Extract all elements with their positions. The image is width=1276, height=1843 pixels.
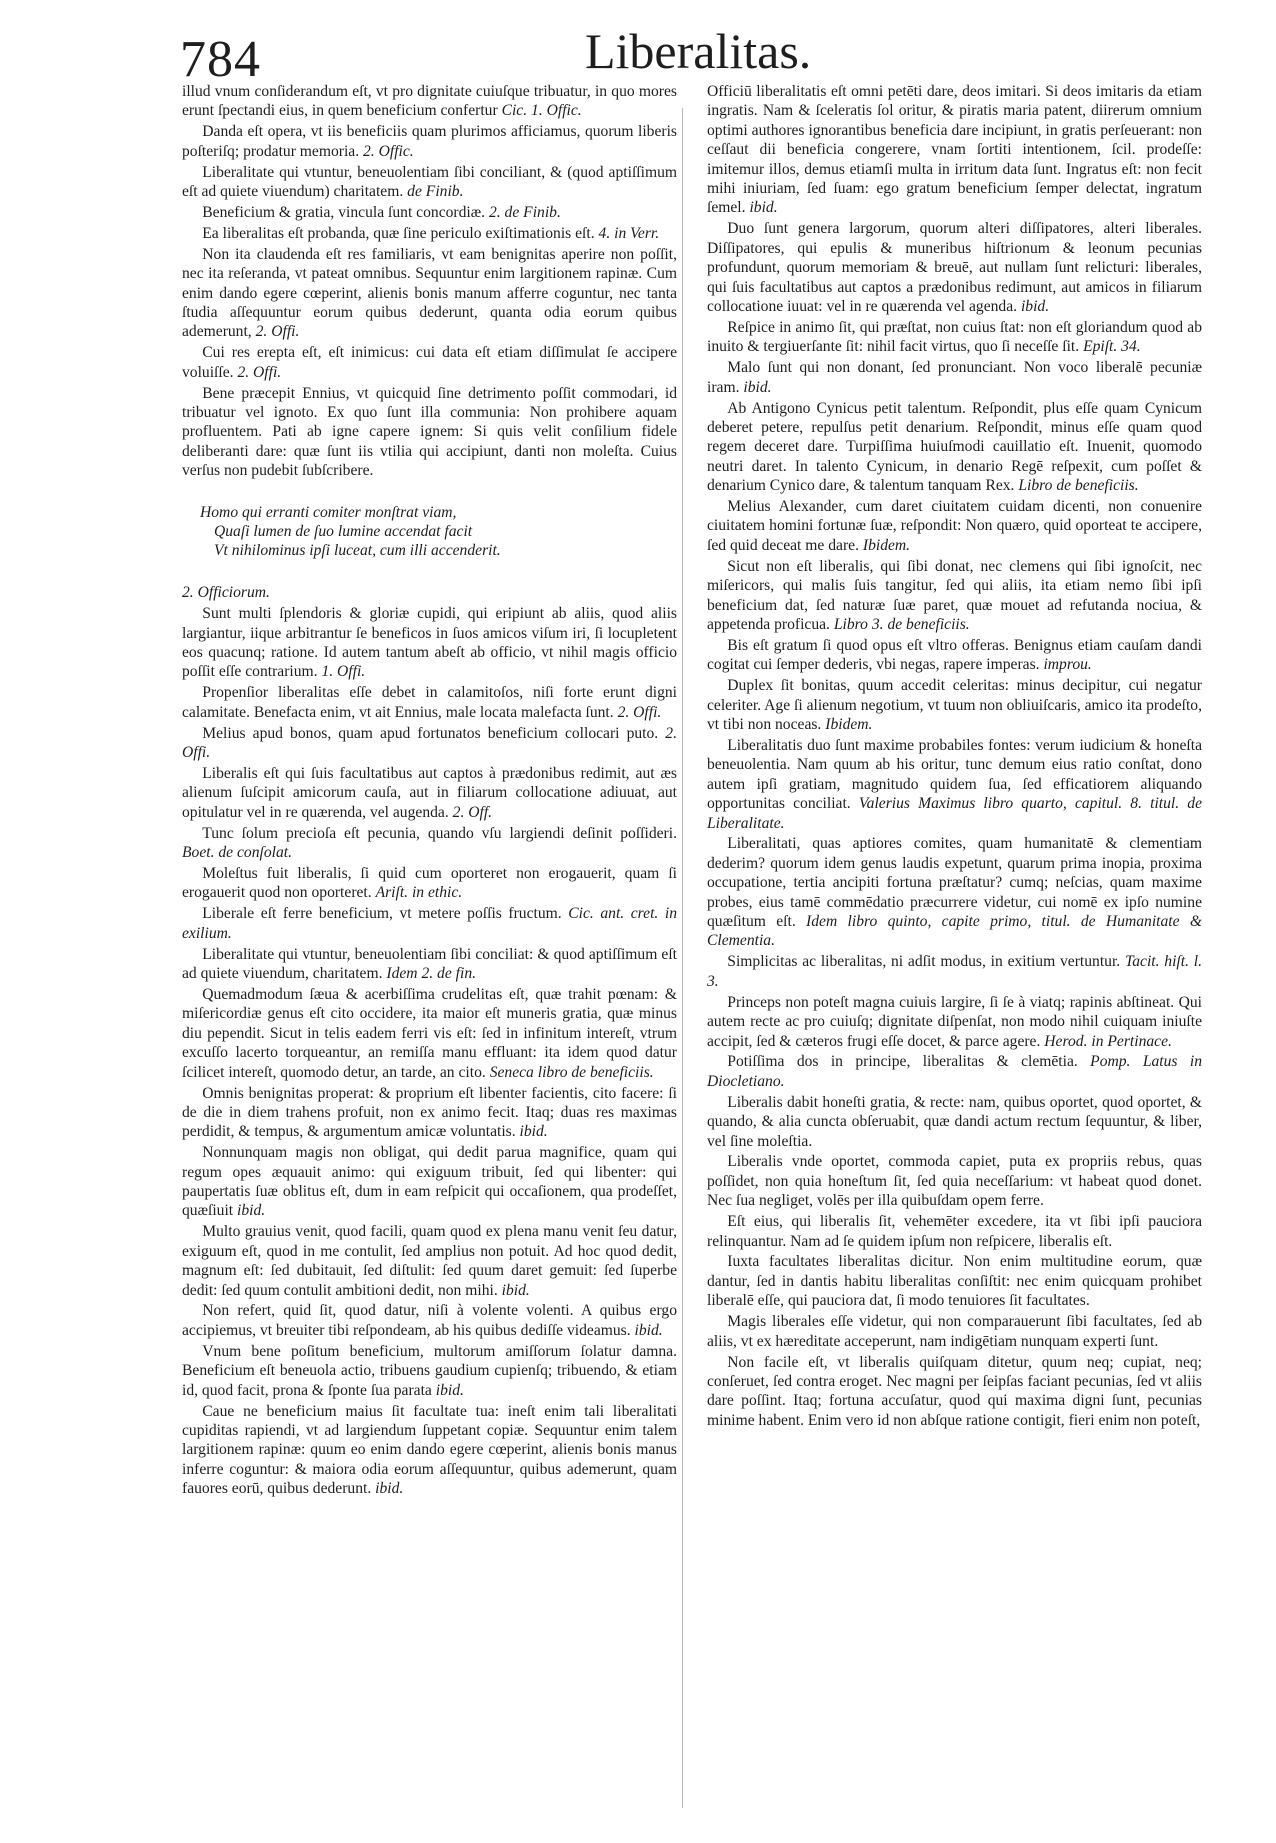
quotation-entry: [182, 985, 677, 1082]
quotation-entry: [707, 399, 1202, 496]
left-column: [182, 82, 677, 1500]
quotation-text: Vnum bene poſitum beneficium, multorum amiſſorum ſolatur damna. Beneficium eſt beneuola actio, tribuens gaudium cupienſq; tribuendo, & etiam id, quod facit, prona & ſponte ſua parata: [182, 1342, 677, 1399]
quotation-entry: [707, 952, 1202, 991]
source-reference: 2. Offic.: [363, 142, 414, 160]
quotation-text: Duo ſunt genera largorum, quorum alteri diſſipatores, alteri liberales. Diſſipatores, qui epulis & muneribus hiſtrionum & leonum pecunias profundunt, quorum memoriam & breuē, aut nullam ſunt relicturi: liberales, qui ſuis facultatibus aut captos a prædonibus redimunt, aut amicos in filiarum collocatione iuuat: vel in re quærenda vel agenda.: [707, 220, 1202, 315]
page-number: 784: [180, 31, 261, 88]
verse-line: Quaſi lumen de ſuo lumine accendat facit: [214, 523, 473, 541]
quotation-text: Sunt multi ſplendoris & gloriæ cupidi, qui eripiunt ab aliis, quod aliis largiantur, iique arbitrantur ſe beneficos in ſuos amicos viſum iri, ſi locupletent eos quacunq; ratione. Id autem tantum abeſt ab officio, vt nihil magis officio poſſit eſſe contrarium.: [182, 605, 677, 681]
verse-source: 2. Officiorum.: [182, 583, 270, 601]
quotation-entry: [707, 1212, 1202, 1251]
quotation-entry: [707, 1353, 1202, 1431]
left-column-entries-continued: [182, 604, 677, 1498]
source-reference: Cic. ant. cret. in exilium.: [182, 905, 678, 942]
source-reference: Epiſt. 34.: [1083, 338, 1141, 356]
source-reference: 2. Offi.: [182, 724, 677, 762]
quotation-entry: [182, 1084, 677, 1142]
quotation-entry: [182, 1222, 677, 1300]
source-reference: ibid.: [634, 1321, 663, 1339]
quotation-entry: [707, 676, 1202, 734]
quotation-text: Bis eſt gratum ſi quod opus eſt vltro offeras. Benignus etiam cauſam dandi cogitat cui ſemper dederis, vbi negas, rapere imperas.: [707, 636, 1202, 674]
quotation-entry: [182, 904, 677, 943]
quotation-text: illud vnum conſiderandum eſt, vt pro dignitate cuiuſque tribuatur, in quo mores erunt ſpectandi eius, in quem beneficium confertur: [182, 83, 677, 120]
quotation-entry: [707, 1052, 1202, 1091]
quotation-text: Duplex ſit bonitas, quum accedit celeritas: minus decipitur, cui negatur celeriter. Age ſi alienum negotium, vt tuum non obliuiſcaris, amico ita prodeſto, vt tibi non noceas.: [707, 677, 1202, 733]
source-reference: Ibidem.: [862, 536, 911, 554]
quotation-text: Liberalitati, quas aptiores comites, quam humanitatē & clementiam dederim? quorum idem genus laudis expetunt, quarum prima inopia, proxima occupatione, tertia ancipiti fortuna præſtatur? cumq; neſcias, quam maxime probes, eius tamē commēdatio præcurrere videtur, cui nomē ex ipſo numine quæſitum eſt.: [707, 835, 1202, 931]
quotation-text: Potiſſima dos in principe, liberalitas & clemētia.: [727, 1053, 1078, 1071]
source-reference: 2. Off.: [452, 803, 493, 821]
source-reference: Ibidem.: [825, 716, 873, 733]
source-reference: 2. Offi.: [617, 703, 662, 721]
source-reference: Seneca libro de beneficiis.: [489, 1063, 654, 1081]
quotation-text: Magis liberales eſſe videtur, qui non comparauerunt ſibi facultates, ſed ab aliis, vt ex hæreditate acceperunt, nam indigētiam nunquam experti ſunt.: [707, 1313, 1202, 1350]
quotation-text: Sicut non eſt liberalis, qui ſibi donat, nec clemens qui ſibi ignoſcit, nec miſericors, qui malis ſuis tangitur, ſed qui aliis, ita etiam nemo ſibi ipſi beneficium dat, ſed naturæ ſuæ paret, quæ mouet ad refutanda nociua, & appetenda proficua.: [707, 557, 1202, 633]
source-reference: Herod. in Pertinace.: [1044, 1032, 1172, 1050]
quotation-entry: [182, 384, 677, 481]
source-reference: ibid.: [375, 1480, 404, 1498]
quotation-entry: [182, 604, 677, 682]
quotation-entry: [707, 736, 1202, 833]
verse-line: Vt nihilominus ipſi luceat, cum illi accenderit.: [214, 542, 501, 560]
source-reference: Idem libro quinto, capite primo, titul. de Humanitate & Clementia.: [707, 913, 1202, 950]
quotation-text: Bene præcepit Ennius, vt quicquid ſine detrimento poſſit commodari, id tribuatur vel ignoto. Ex quo ſunt illa communia: Non prohibere aquam profluentem. Pati ab igne capere ignem: Si quis velit conſilium fidele deliberanti dare: quæ ſunt iis vtilia qui accipiunt, danti non moleſta. Cuius verſus non pudebit ſubſcribere.: [182, 384, 677, 480]
quotation-entry: [182, 224, 677, 243]
quotation-entry: [182, 724, 677, 763]
quotation-text: Omnis benignitas properat: & proprium eſt libenter facientis, cito facere: ſi de die in diem trahens profuit, non ex animo fecit. Itaq; duas res maximas perdidit, & tempus, & argumentum amicæ voluntatis.: [182, 1084, 677, 1141]
right-column: [707, 82, 1202, 1432]
quotation-text: Ab Antigono Cynicus petit talentum. Reſpondit, plus eſſe quam Cynicum deberet petere, repulſus petit denarium. Reſpondit, minus eſſe quam quod regem deceret dare. Turpiſſima huiuſmodi cauillatio eſt. Inuenit, quomodo neutri daret. In talento Cynicum, in denario Regē reſpexit, cum poſſet & denarium Cynico dare, & talentum tanquam Rex.: [707, 399, 1202, 495]
source-reference: improu.: [1043, 656, 1092, 674]
quotation-entry: [182, 1143, 677, 1221]
source-reference: Idem 2. de fin.: [386, 965, 477, 983]
quotation-entry: [182, 245, 677, 342]
right-column-entries: [707, 82, 1202, 1430]
quotation-entry: [707, 318, 1202, 357]
source-reference: Libro 3. de beneficiis.: [833, 615, 970, 633]
quotation-text: Nonnunquam magis non obligat, qui dedit parua magnifice, quam qui regum opes æquauit animo: qui exiguum tribuit, ſed qui libenter: qui paupertatis ſuæ oblitus eſt, dum in eam reſpicit qui occaſionem, qua prodeſſet, quæſiuit: [182, 1144, 677, 1220]
verse-line: Homo qui erranti comiter monſtrat viam,: [200, 503, 457, 521]
quotation-text: Caue ne beneficium maius ſit facultate tua: ineſt enim tali liberalitati cupiditas rapiendi, vt ad largiendum ſuppetant copiæ. Sequuntur enim talem largitionem rapinæ: quum eo enim dando egere cœperint, alienis bonis manus inferre coguntur: & maiora odia eorum aſſequuntur, quibus ademerunt, quam fauores eorū, quibus dederunt.: [182, 1402, 677, 1498]
source-reference: 2. Offi.: [237, 363, 282, 381]
source-reference: ibid.: [237, 1202, 266, 1220]
source-reference: Libro de beneficiis.: [1018, 477, 1139, 495]
quotation-entry: [182, 82, 677, 121]
quotation-entry: [182, 1301, 677, 1340]
quotation-text: Multo grauius venit, quod facili, quam quod ex plena manu venit ſeu datur, exiguum eſt, quod in me contulit, ſed amplius non potuit. Ad hoc quod dedit, magnum eſt: ſed dubitauit, ſed diſtulit: ſed quum daret gemuit: ſed ſuperbe dedit: ſed quum contulit ambitioni dedit, non mihi.: [182, 1223, 677, 1299]
source-reference: Ariſt. in ethic.: [375, 884, 463, 902]
quotation-text: Non facile eſt, vt liberalis quiſquam ditetur, quum neq; cupiat, neq; conſeruet, ſed contra eroget. Nec magni per ſeipſas faciant pecunias, ſed vt aliis dare poſſint. Itaq; fortuna accuſatur, quod qui maxima digni ſunt, pecunias minime habent. Enim vero id non abſque ratione contigit, fieri enim non poteſt,: [707, 1353, 1202, 1429]
quotation-entry: [707, 1093, 1202, 1151]
quotation-entry: [707, 993, 1202, 1051]
page-header: [0, 0, 1276, 88]
quotation-text: Melius apud bonos, quam apud fortunatos beneficium collocari puto.: [202, 724, 659, 742]
quotation-text: Non ita claudenda eſt res familiaris, vt eam benignitas aperire non poſſit, nec ita reſeranda, vt pateat omnibus. Sequuntur enim largitionem rapinæ. Cum enim dando egere cœperint, alienis bonis manum afferre coguntur, nec tanta ſtudia aſſequuntur eorum quibus dederunt, quanta odia eorum quibus ademerunt,: [182, 245, 677, 341]
quotation-entry: [182, 1342, 677, 1400]
quotation-text: Liberalitatis duo ſunt maxime probabiles fontes: verum iudicium & honeſta beneuolentia. Nam quum ab his oritur, tunc demum eius ratio conſtat, dono autem ipſi gratiam, magnitudo quidem ſua, ſed efficatiorem aliquando opportunitas conciliat.: [707, 736, 1202, 813]
quotation-text: Melius Alexander, cum daret ciuitatem cuidam dicenti, non conuenire ciuitatem homini fortunæ ſuæ, reſpondit: Non quæro, quid oporteat te accipere, ſed quid deceat me dare.: [707, 498, 1202, 554]
quotation-text: Liberale eſt ferre beneficium, vt metere poſſis fructum.: [202, 905, 562, 923]
source-reference: Valerius Maximus libro quarto, capitul. 8. titul. de Liberalitate.: [707, 795, 1203, 832]
source-reference: 2. de Finib.: [488, 203, 561, 221]
quotation-text: Liberalis dabit honeſti gratia, & recte: nam, quibus oportet, quod oportet, & quando, & alia cuncta obſeruabit, quæ dandi actum rectum ſequuntur, & liber, vel ſine moleſtia.: [707, 1093, 1202, 1150]
left-column-entries: [182, 82, 677, 481]
quotation-entry: [182, 343, 677, 382]
source-reference: de Finib.: [407, 183, 464, 201]
quotation-entry: [707, 636, 1202, 675]
quotation-text: Quemadmodum ſæua & acerbiſſima crudelitas eſt, quæ trahit pœnam: & miſericordiæ genus eſt cito occidere, ita maior eſt muneris gratia, quæ minus diu pependit. Sicut in telis eadem ferri vis eſt: ſed in infinitum intereſt, vtrum excuſſo lacerto torqueantur, an remiſſa manu effluant: ita idem quod datur ſcilicet intereſt, quomodo detur, an tarde, an cito.: [182, 985, 677, 1081]
quotation-text: Ea liberalitas eſt probanda, quæ ſine periculo exiſtimationis eſt.: [202, 224, 595, 242]
quotation-entry: [182, 864, 677, 903]
quotation-text: Reſpice in animo ſit, qui præſtat, non cuius ſtat: non eſt gloriandum quod ab inuito & tergiuerſante ſit: nihil facit virtus, quo ſi neceſſe ſit.: [707, 318, 1202, 356]
quotation-entry: [182, 945, 677, 984]
quotation-text: Non refert, quid ſit, quod datur, niſi à volente volenti. A quibus ergo accipiemus, vt breuiter tibi reſpondeam, ab his quibus dediſſe videamus.: [182, 1302, 677, 1339]
quotation-entry: [182, 122, 677, 161]
quotation-text: Beneficium & gratia, vincula ſunt concordiæ.: [202, 203, 486, 221]
quotation-text: Simplicitas ac liberalitas, ni adſit modus, in exitium vertuntur.: [727, 953, 1121, 971]
quotation-text: Liberalis vnde oportet, commoda capiet, puta ex propriis rebus, quas poſſidet, non quia honeſtum ſit, ſed quia neceſſarium: vt habeat quod donet. Nec ſua negliget, volēs per illa quibuſdam opem ferre.: [707, 1153, 1202, 1210]
quotation-text: Liberalitate qui vtuntur, beneuolentiam ſibi conciliat: & quod aptiſſimum eſt ad quiete viuendum, charitatem.: [182, 945, 677, 983]
source-reference: 4. in Verr.: [598, 224, 660, 242]
source-reference: 2. Offi.: [255, 323, 300, 341]
quotation-entry: [182, 203, 677, 222]
quotation-text: Propenſior liberalitas eſſe debet in calamitoſos, niſi forte erunt digni calamitate. Benefacta enim, vt ait Ennius, male locata malefacta ſunt.: [182, 684, 677, 721]
quotation-text: Malo ſunt qui non donant, ſed pronunciant. Non voco liberalē pecuniæ iram.: [707, 359, 1202, 396]
quotation-entry: [707, 82, 1202, 218]
quotation-text: Danda eſt opera, vt iis beneficiis quam plurimos afficiamus, quorum liberis poſteriſq; prodatur memoria.: [182, 123, 677, 160]
quotation-text: Princeps non poteſt magna cuiuis largire, ſi ſe à viatq; rapinis abſtineat. Qui autem recte ac pro cuiuſq; dignitate diſpenſat, non modo nihil cuiquam iniuſte accipit, ſed & cæteros frugi eſſe docet, & parce agere.: [707, 993, 1202, 1050]
quotation-text: Moleſtus fuit liberalis, ſi quid cum oporteret non erogauerit, quam ſi erogauerit quod non oporteret.: [182, 865, 677, 902]
quotation-text: Liberalis eſt qui ſuis facultatibus aut captos à prædonibus redimit, aut æs alienum ſuſcipit amicorum cauſa, aut in filiarum collocatione adiuuat, aut opitulatur vel in re quærenda, vel augenda.: [182, 765, 677, 821]
quotation-text: Liberalitate qui vtuntur, beneuolentiam ſibi conciliant, & (quod aptiſſimum eſt ad quiete viuendum) charitatem.: [182, 163, 677, 201]
quotation-entry: [182, 683, 677, 722]
quotation-entry: [182, 1402, 677, 1499]
quotation-entry: [182, 163, 677, 202]
source-reference: ibid.: [435, 1381, 464, 1399]
quotation-entry: [707, 497, 1202, 555]
quotation-entry: [707, 1252, 1202, 1310]
column-divider: [682, 108, 683, 1808]
quotation-entry: [182, 824, 677, 863]
quotation-entry: [707, 557, 1202, 635]
source-reference: Cic. 1. Offic.: [501, 102, 582, 120]
quotation-entry: [707, 219, 1202, 316]
source-reference: Boet. de conſolat.: [182, 844, 292, 862]
quotation-entry: [707, 1152, 1202, 1210]
quotation-text: Eſt eius, qui liberalis ſit, vehemēter excedere, ita vt ſibi ipſi pauciora relinquantur. Nam ad ſe quidem ipſum non reſpicere, liberalis eſt.: [707, 1213, 1202, 1250]
source-reference: ibid.: [743, 378, 772, 396]
quotation-entry: [182, 764, 677, 822]
source-reference: ibid.: [1020, 297, 1050, 315]
quotation-entry: [707, 1312, 1202, 1351]
quotation-entry: [707, 834, 1202, 950]
running-title: Liberalitas.: [585, 23, 812, 79]
source-reference: ibid.: [501, 1281, 530, 1299]
quotation-text: Tunc ſolum precioſa eſt pecunia, quando vſu largiendi deſinit poſſideri.: [202, 824, 677, 842]
quotation-entry: [707, 358, 1202, 397]
quotation-text: Cui res erepta eſt, eſt inimicus: cui data eſt etiam diſſimulat ſe accipere voluiſſe.: [182, 344, 677, 381]
source-reference: Tacit. hiſt. l. 3.: [707, 953, 1202, 990]
verse-block: [200, 503, 677, 561]
source-reference: Pomp. Latus in Diocletiano.: [707, 1053, 1202, 1090]
source-reference: 1. Offi.: [321, 663, 366, 681]
source-reference: ibid.: [519, 1123, 548, 1141]
quotation-text: Officiū liberalitatis eſt omni petēti dare, deos imitari. Si deos imitaris da etiam ingratis. Nam & ſceleratis ſol oritur, & piratis maria patent, diirerum omnium optimi authores ignorantibus beneficia dare incipiunt, in gratis perſeuerant: non ceſſaut dii beneficia congerere, vnam ſortiti intentionem, ſcil. prodeſſe: imitemur illos, demus etiamſi multa in irritum data ſunt. Ingratus eſt: non fecit mihi iniuriam, ſed ſuam: ego gratum beneficium ſemper delectat, ingratum ſemel.: [707, 83, 1202, 217]
quotation-text: Iuxta facultates liberalitas dicitur. Non enim multitudine eorum, quæ dantur, ſed in dantis habitu liberalitas conſiſtit: nec enim quicquam prohibet liberalē eſſe, qui pauciora dat, ſi modo tenuiores ſit facultates.: [707, 1253, 1202, 1310]
source-reference: ibid.: [749, 199, 778, 217]
